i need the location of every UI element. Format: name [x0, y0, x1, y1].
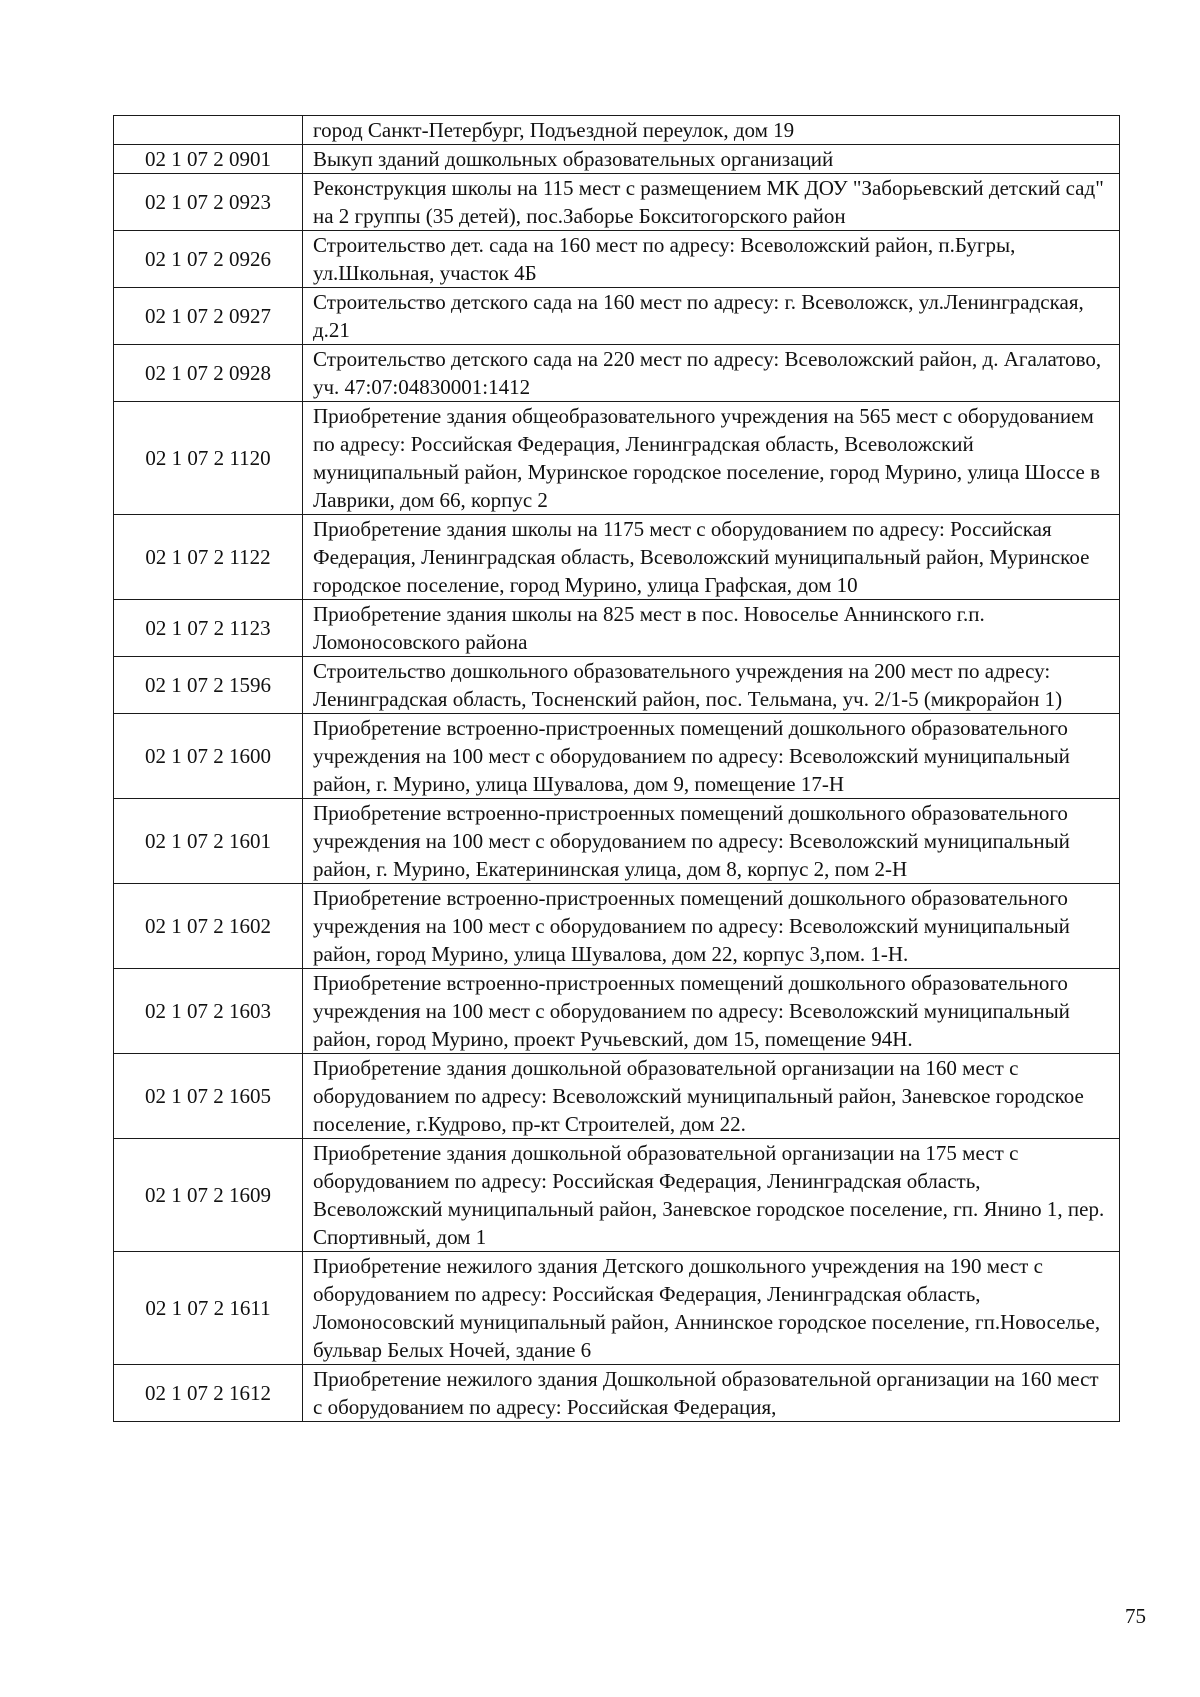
table-row — [114, 402, 1120, 515]
budget-code-table — [113, 115, 1120, 1422]
table-row — [114, 799, 1120, 884]
table-row — [114, 145, 1120, 174]
table-row — [114, 345, 1120, 402]
table-row — [114, 231, 1120, 288]
row-name-cell: Приобретение здания школы на 1175 мест с оборудованием по адресу: Российская Федерация, Ленинградская область, Всеволожский муниципальный район, Муринское городское поселение, город Мурино, улица Графская, дом 10 — [303, 515, 1120, 600]
table-row — [114, 116, 1120, 145]
table-row — [114, 1252, 1120, 1365]
row-code-cell: 02 1 07 2 1602 — [114, 884, 303, 969]
row-name-cell: Приобретение здания дошкольной образовательной организации на 175 мест с оборудованием по адресу: Российская Федерация, Ленинградская область, Всеволожский муниципальный район, Заневское городское поселение, гп. Янино 1, пер. Спортивный, дом 1 — [303, 1139, 1120, 1252]
row-name-cell: Приобретение нежилого здания Детского дошкольного учреждения на 190 мест с оборудованием по адресу: Российская Федерация, Ленинградская область, Ломоносовский муниципальный район, Аннинское городское поселение, гп.Новоселье, бульвар Белых Ночей, здание 6 — [303, 1252, 1120, 1365]
table-row — [114, 600, 1120, 657]
table-row — [114, 657, 1120, 714]
row-code-cell: 02 1 07 2 1601 — [114, 799, 303, 884]
row-name-cell: Приобретение встроенно-пристроенных помещений дошкольного образовательного учреждения на 100 мест с оборудованием по адресу: Всеволожский муниципальный район, город Мурино, улица Шувалова, дом 22, корпус 3,пом. 1-Н. — [303, 884, 1120, 969]
row-code-cell: 02 1 07 2 1600 — [114, 714, 303, 799]
table-row — [114, 174, 1120, 231]
row-code-cell: 02 1 07 2 1120 — [114, 402, 303, 515]
row-name-cell: Строительство детского сада на 160 мест по адресу: г. Всеволожск, ул.Ленинградская, д.21 — [303, 288, 1120, 345]
table-row — [114, 1365, 1120, 1422]
row-name-cell: Приобретение встроенно-пристроенных помещений дошкольного образовательного учреждения на 100 мест с оборудованием по адресу: Всеволожский муниципальный район, г. Мурино, улица Шувалова, дом 9, помещение 17-Н — [303, 714, 1120, 799]
row-code-cell — [114, 116, 303, 145]
row-code-cell: 02 1 07 2 0923 — [114, 174, 303, 231]
row-code-cell: 02 1 07 2 1612 — [114, 1365, 303, 1422]
row-name-cell: Приобретение встроенно-пристроенных помещений дошкольного образовательного учреждения на 100 мест с оборудованием по адресу: Всеволожский муниципальный район, город Мурино, проект Ручьевский, дом 15, помещение 94Н. — [303, 969, 1120, 1054]
row-name-cell: Выкуп зданий дошкольных образовательных организаций — [303, 145, 1120, 174]
table-row — [114, 1139, 1120, 1252]
row-name-cell: Приобретение здания общеобразовательного учреждения на 565 мест с оборудованием по адресу: Российская Федерация, Ленинградская область, Всеволожский муниципальный район, Муринское городское поселение, город Мурино, улица Шоссе в Лаврики, дом 66, корпус 2 — [303, 402, 1120, 515]
row-name-cell: Строительство дет. сада на 160 мест по адресу: Всеволожский район, п.Бугры, ул.Школьная, участок 4Б — [303, 231, 1120, 288]
row-code-cell: 02 1 07 2 1123 — [114, 600, 303, 657]
row-name-cell: город Санкт-Петербург, Подъездной переулок, дом 19 — [303, 116, 1120, 145]
row-code-cell: 02 1 07 2 1603 — [114, 969, 303, 1054]
table-row — [114, 884, 1120, 969]
row-name-cell: Приобретение здания школы на 825 мест в пос. Новоселье Аннинского г.п. Ломоносовского района — [303, 600, 1120, 657]
table-row — [114, 714, 1120, 799]
row-code-cell: 02 1 07 2 0926 — [114, 231, 303, 288]
row-code-cell: 02 1 07 2 1122 — [114, 515, 303, 600]
table-row — [114, 1054, 1120, 1139]
row-code-cell: 02 1 07 2 1605 — [114, 1054, 303, 1139]
table-row — [114, 969, 1120, 1054]
row-name-cell: Реконструкция школы на 115 мест с размещением МК ДОУ "Заборьевский детский сад" на 2 группы (35 детей), пос.Заборье Бокситогорского район — [303, 174, 1120, 231]
row-code-cell: 02 1 07 2 0928 — [114, 345, 303, 402]
row-code-cell: 02 1 07 2 1609 — [114, 1139, 303, 1252]
row-name-cell: Строительство детского сада на 220 мест по адресу: Всеволожский район, д. Агалатово, уч. 47:07:04830001:1412 — [303, 345, 1120, 402]
page-number: 75 — [1125, 1604, 1146, 1628]
row-code-cell: 02 1 07 2 0901 — [114, 145, 303, 174]
row-name-cell: Приобретение встроенно-пристроенных помещений дошкольного образовательного учреждения на 100 мест с оборудованием по адресу: Всеволожский муниципальный район, г. Мурино, Екатерининская улица, дом 8, корпус 2, пом 2-Н — [303, 799, 1120, 884]
row-code-cell: 02 1 07 2 1611 — [114, 1252, 303, 1365]
row-name-cell: Строительство дошкольного образовательного учреждения на 200 мест по адресу: Ленинградская область, Тосненский район, пос. Тельмана, уч. 2/1-5 (микрорайон 1) — [303, 657, 1120, 714]
table-row — [114, 515, 1120, 600]
table-body — [114, 116, 1120, 1422]
row-code-cell: 02 1 07 2 0927 — [114, 288, 303, 345]
row-name-cell: Приобретение нежилого здания Дошкольной образовательной организации на 160 мест с оборудованием по адресу: Российская Федерация, — [303, 1365, 1120, 1422]
table-row — [114, 288, 1120, 345]
row-code-cell: 02 1 07 2 1596 — [114, 657, 303, 714]
row-name-cell: Приобретение здания дошкольной образовательной организации на 160 мест с оборудованием по адресу: Всеволожский муниципальный район, Заневское городское поселение, г.Кудрово, пр-кт Строителей, дом 22. — [303, 1054, 1120, 1139]
